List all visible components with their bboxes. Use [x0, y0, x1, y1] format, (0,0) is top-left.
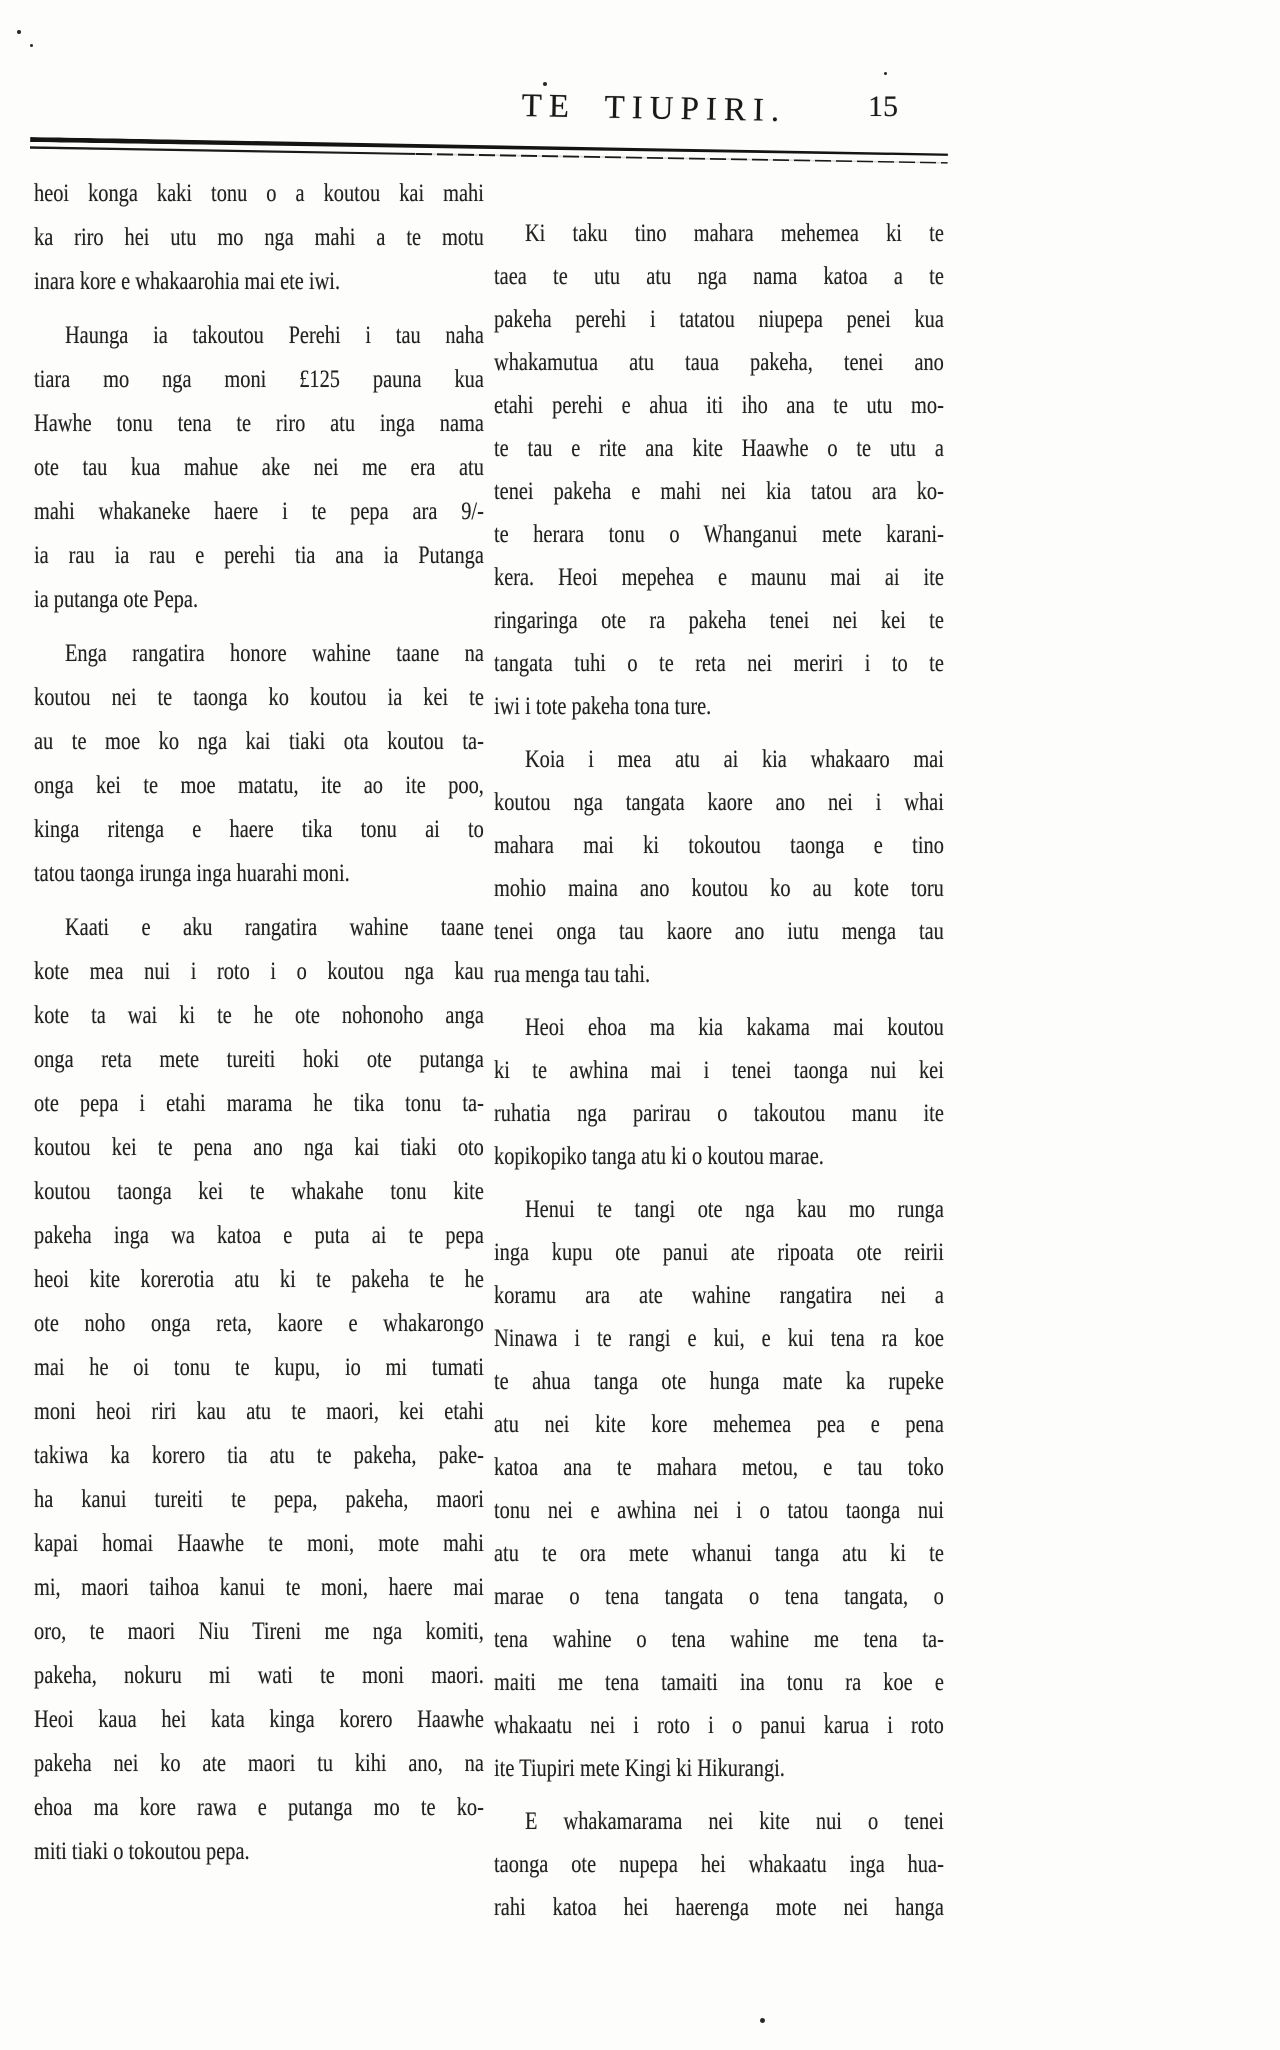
text-line: heoi kite korerotia atu ki te pakeha te he: [34, 1266, 484, 1293]
paragraph: [34, 172, 484, 304]
text-line: kote ta wai ki te he ote nohonoho anga: [34, 1002, 484, 1029]
text-line: whakaatu nei i roto i o panui karua i roto: [494, 1712, 944, 1739]
left-column: [34, 172, 484, 1874]
text-line: Heoi kaua hei kata kinga korero Haawhe: [34, 1706, 484, 1733]
text-line: pakeha inga wa katoa e puta ai te pepa: [34, 1222, 484, 1249]
masthead-title: TE TIUPIRI.: [521, 88, 787, 130]
text-line: miti tiaki o tokoutou pepa.: [34, 1838, 250, 1865]
text-line: heoi konga kaki tonu o a koutou kai mahi: [34, 180, 484, 207]
paragraph: [34, 314, 484, 622]
text-line: ia putanga ote Pepa.: [34, 586, 199, 613]
text-line: koutou kei te pena ano nga kai tiaki oto: [34, 1134, 484, 1161]
text-line: ki te awhina mai i tenei taonga nui kei: [494, 1057, 944, 1084]
text-line: Henui te tangi ote nga kau mo runga: [524, 1196, 944, 1223]
header-rule-top: [30, 137, 948, 157]
text-line: tenei pakeha e mahi nei kia tatou ara ko-: [494, 478, 944, 505]
text-line: oro, te maori Niu Tireni me nga komiti,: [34, 1618, 484, 1645]
page-number: 15: [868, 90, 898, 123]
text-line: mai he oi tonu te kupu, io mi tumati: [34, 1354, 484, 1381]
text-line: tatou taonga irunga inga huarahi moni.: [34, 860, 350, 887]
right-column: [494, 212, 944, 1929]
text-line: kapai homai Haawhe te moni, mote mahi: [34, 1530, 484, 1557]
text-line: te ahua tanga ote hunga mate ka rupeke: [494, 1368, 944, 1395]
text-line: moni heoi riri kau atu te maori, kei etahi: [34, 1398, 484, 1425]
paragraph: [494, 1006, 944, 1178]
text-line: pakeha perehi i tatatou niupepa penei kua: [494, 306, 944, 333]
text-line: onga reta mete tureiti hoki ote putanga: [34, 1046, 484, 1073]
text-line: atu nei kite kore mehemea pea e pena: [494, 1411, 944, 1438]
text-line: tiara mo nga moni £125 pauna kua: [34, 366, 484, 393]
text-line: rua menga tau tahi.: [494, 961, 651, 988]
text-line: ka riro hei utu mo nga mahi a te motu: [34, 224, 484, 251]
text-line: ote noho onga reta, kaore e whakarongo: [34, 1310, 484, 1337]
text-line: taonga ote nupepa hei whakaatu inga hua-: [494, 1851, 944, 1878]
text-line: mi, maori taihoa kanui te moni, haere mai: [34, 1574, 484, 1601]
text-line: kote mea nui i roto i o koutou nga kau: [34, 958, 484, 985]
paragraph: [494, 1800, 944, 1929]
paragraph: [34, 906, 484, 1874]
text-line: atu te ora mete whanui tanga atu ki te: [494, 1540, 944, 1567]
text-line: mohio maina ano koutou ko au kote toru: [494, 875, 944, 902]
scan-speck: [543, 82, 547, 86]
text-line: kera. Heoi mepehea e maunu mai ai ite: [494, 564, 944, 591]
text-line: ite Tiupiri mete Kingi ki Hikurangi.: [494, 1755, 785, 1782]
text-line: kinga ritenga e haere tika tonu ai to: [34, 816, 484, 843]
text-line: takiwa ka korero tia atu te pakeha, pake-: [34, 1442, 484, 1469]
text-line: koutou nga tangata kaore ano nei i whai: [494, 789, 944, 816]
text-line: koutou nei te taonga ko koutou ia kei te: [34, 684, 484, 711]
text-line: Enga rangatira honore wahine taane na: [64, 640, 484, 667]
text-line: ruhatia nga parirau o takoutou manu ite: [494, 1100, 944, 1127]
text-line: katoa ana te mahara metou, e tau toko: [494, 1454, 944, 1481]
paragraph: [494, 1188, 944, 1790]
text-line: Ninawa i te rangi e kui, e kui tena ra koe: [494, 1325, 944, 1352]
text-line: mahara mai ki tokoutou taonga e tino: [494, 832, 944, 859]
text-line: mahi whakaneke haere i te pepa ara 9/-: [34, 498, 484, 525]
text-line: iwi i tote pakeha tona ture.: [494, 693, 712, 720]
text-line: ote tau kua mahue ake nei me era atu: [34, 454, 484, 481]
text-line: ha kanui tureiti te pepa, pakeha, maori: [34, 1486, 484, 1513]
text-line: etahi perehi e ahua iti iho ana te utu mo-: [494, 392, 944, 419]
text-line: Heoi ehoa ma kia kakama mai koutou: [524, 1014, 944, 1041]
text-line: koramu ara ate wahine rangatira nei a: [494, 1282, 944, 1309]
text-line: ehoa ma kore rawa e putanga mo te ko-: [34, 1794, 484, 1821]
text-line: maiti me tena tamaiti ina tonu ra koe e: [494, 1669, 944, 1696]
text-line: Hawhe tonu tena te riro atu inga nama: [34, 410, 484, 437]
text-line: taea te utu atu nga nama katoa a te: [494, 263, 944, 290]
text-line: te herara tonu o Whanganui mete karani-: [494, 521, 944, 548]
text-line: pakeha, nokuru mi wati te moni maori.: [34, 1662, 484, 1689]
scan-speck: [30, 44, 33, 47]
text-line: inga kupu ote panui ate ripoata ote reirii: [494, 1239, 944, 1266]
scan-speck: [884, 72, 887, 75]
text-line: inara kore e whakaarohia mai ete iwi.: [34, 268, 341, 295]
text-line: te tau e rite ana kite Haawhe o te utu a: [494, 435, 944, 462]
text-line: tangata tuhi o te reta nei meriri i to te: [494, 650, 944, 677]
text-line: onga kei te moe matatu, ite ao ite poo,: [34, 772, 484, 799]
text-line: marae o tena tangata o tena tangata, o: [494, 1583, 944, 1610]
text-line: Koia i mea atu ai kia whakaaro mai: [524, 746, 944, 773]
scan-speck: [760, 2018, 765, 2023]
text-line: tonu nei e awhina nei i o tatou taonga nui: [494, 1497, 944, 1524]
text-line: kopikopiko tanga atu ki o koutou marae.: [494, 1143, 824, 1170]
text-line: ia rau ia rau e perehi tia ana ia Putanga: [34, 542, 484, 569]
text-line: E whakamarama nei kite nui o tenei: [524, 1808, 944, 1835]
text-line: whakamutua atu taua pakeha, tenei ano: [494, 349, 944, 376]
text-line: ringaringa ote ra pakeha tenei nei kei te: [494, 607, 944, 634]
scan-speck: [17, 30, 21, 34]
text-line: rahi katoa hei haerenga mote nei hanga: [494, 1894, 944, 1921]
paragraph: [494, 738, 944, 996]
text-line: Ki taku tino mahara mehemea ki te: [524, 220, 944, 247]
text-line: tenei onga tau kaore ano iutu menga tau: [494, 918, 944, 945]
text-line: Kaati e aku rangatira wahine taane: [64, 914, 484, 941]
paragraph: [34, 632, 484, 896]
header-rule: [30, 137, 948, 168]
text-line: tena wahine o tena wahine me tena ta-: [494, 1626, 944, 1653]
text-line: ote pepa i etahi marama he tika tonu ta-: [34, 1090, 484, 1117]
text-line: Haunga ia takoutou Perehi i tau naha: [64, 322, 484, 349]
text-line: koutou taonga kei te whakahe tonu kite: [34, 1178, 484, 1205]
text-line: pakeha nei ko ate maori tu kihi ano, na: [34, 1750, 484, 1777]
paragraph: [494, 212, 944, 728]
text-line: au te moe ko nga kai tiaki ota koutou ta-: [34, 728, 484, 755]
